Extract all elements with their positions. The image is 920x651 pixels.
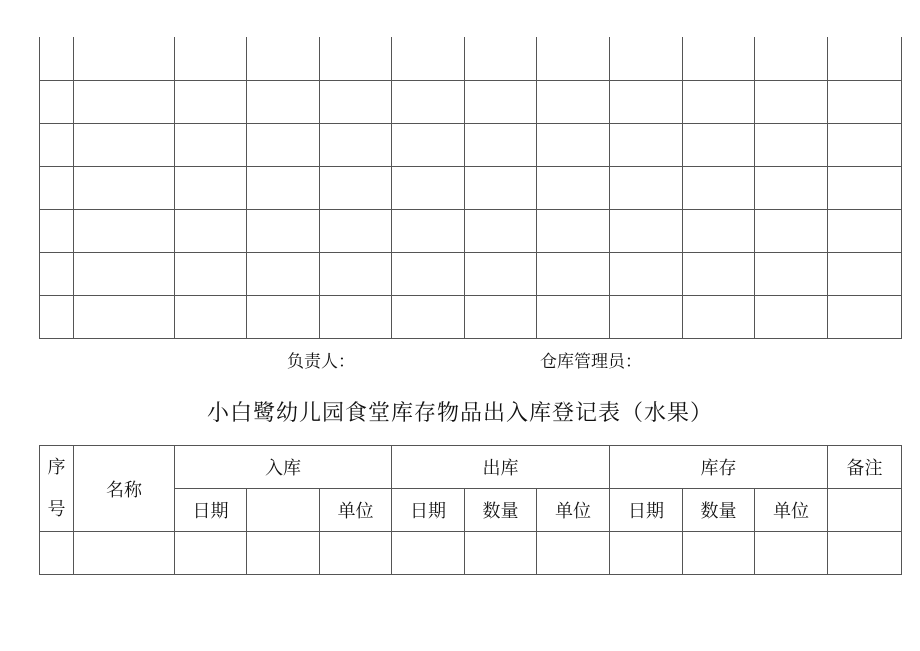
table-row [40, 210, 902, 253]
table-row [40, 532, 902, 575]
fruit-ledger-table [39, 445, 902, 575]
fruit-ledger-body [40, 446, 902, 575]
table-row [40, 296, 902, 339]
upper-ledger-table [39, 37, 902, 339]
page-title: 小白鹭幼儿园食堂库存物品出入库登记表（水果） [206, 401, 713, 426]
table-row [40, 167, 902, 210]
header-inv-qty: 数量 [683, 489, 755, 532]
header-inv-unit: 单位 [755, 489, 828, 532]
table-row [40, 253, 902, 296]
header-seq [40, 446, 74, 532]
header-in-unit: 单位 [320, 489, 392, 532]
header-out-stock: 出库 [392, 446, 610, 489]
header-remark: 备注 [828, 446, 902, 489]
header-seq-line1: 序 [47, 456, 66, 478]
header-row-group [40, 446, 902, 489]
header-out-date: 日期 [392, 489, 465, 532]
warehouse-keeper-label: 仓库管理员： [540, 352, 642, 372]
header-seq-line2: 号 [47, 498, 66, 520]
header-out-unit: 单位 [537, 489, 610, 532]
responsible-person-label: 负责人： [287, 352, 355, 372]
header-out-qty: 数量 [465, 489, 537, 532]
header-remark-sub [828, 489, 902, 532]
table-row [40, 81, 902, 124]
upper-ledger-body [40, 37, 902, 339]
header-in-blank [247, 489, 320, 532]
header-inventory: 库存 [610, 446, 828, 489]
header-in-stock: 入库 [175, 446, 392, 489]
header-name: 名称 [74, 446, 175, 532]
table-row [40, 37, 902, 81]
header-in-date: 日期 [175, 489, 247, 532]
table-row [40, 124, 902, 167]
header-inv-date: 日期 [610, 489, 683, 532]
